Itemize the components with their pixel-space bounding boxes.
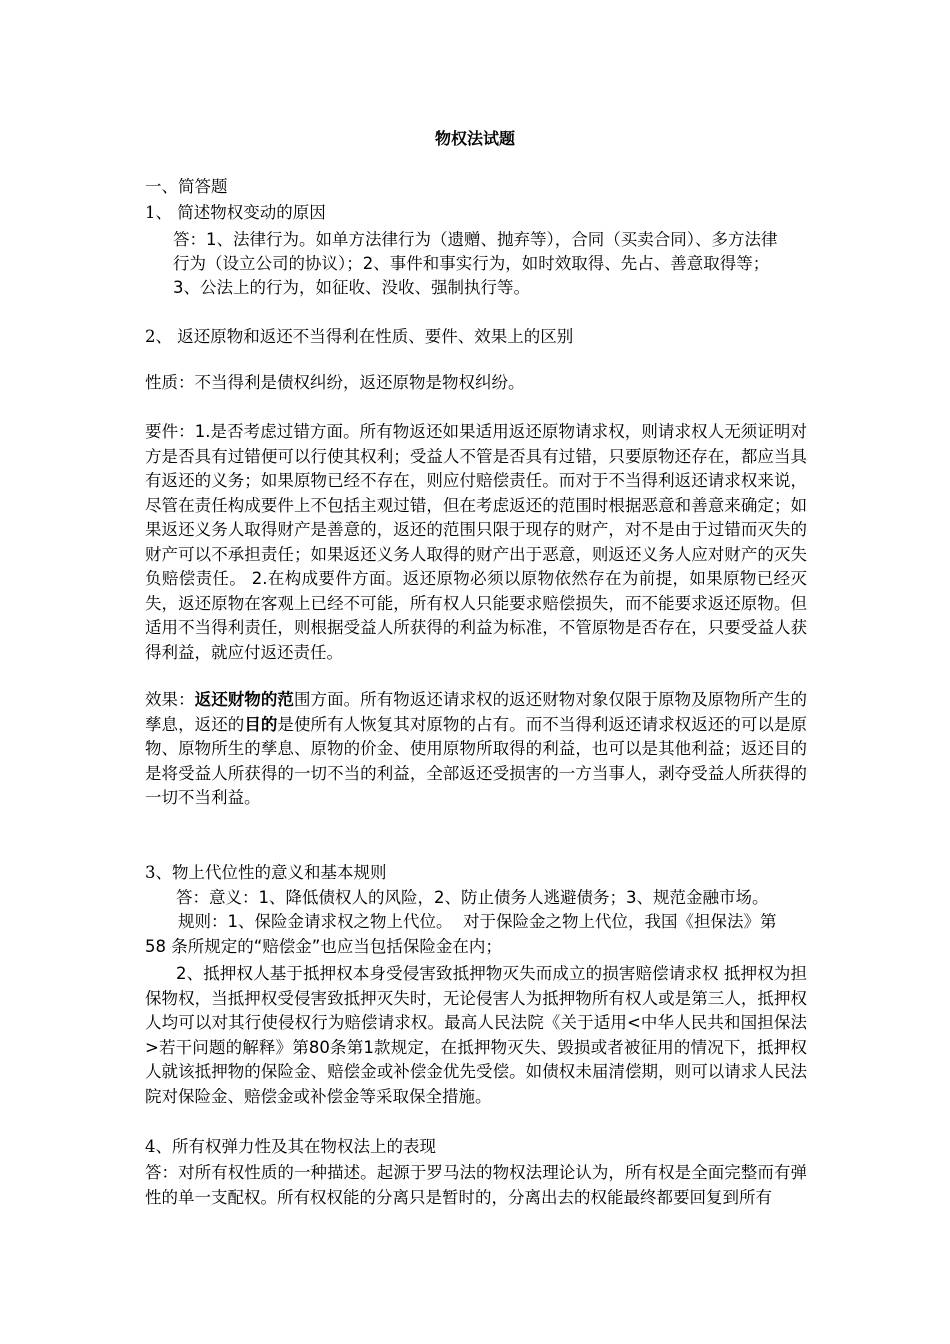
answer-3-rule-1-line-1: 规则：1、保险金请求权之物上代位。 对于保险金之物上代位，我国《担保法》第 — [178, 912, 777, 931]
answer-2-nature: 性质：不当得利是债权纠纷，返还原物是物权纠纷。 — [145, 373, 525, 392]
answer-3-rule-2: 2、抵押权人基于抵押权本身受侵害致抵押物灭失而成立的损害赔偿请求权 抵押权为担保物权，当抵押权受侵害致抵押灭失时，无论侵害人为抵押物所有权人或是第三人，抵押权人均可以对其行使侵权行为赔偿请求权。最高人民法院《关于适用<中华人民共和国担保法>若干问题的解释》第80条第1款规定，在抵押物灭失、毁损或者被征用的情况下，抵押权人就该抵押物的保险金、赔偿金或补偿金优先受偿。如债权未届清偿期，则可以请求人民法院对保险金、赔偿金或补偿金等采取保全措施。 — [145, 964, 807, 1106]
answer-2-requirements: 要件：1.是否考虑过错方面。所有物返还如果适用返还原物请求权，则请求权人无须证明对方是否具有过错便可以行使其权利；受益人不管是否具有过错，只要原物还存在，都应当具有返还的义务；如果原物已经不存在，则应付赔偿责任。而对于不当得利返还请求权来说，尽管在责任构成要件上不包括主观过错，但在考虑返还的范围时根据恶意和善意来确定；如果返还义务人取得财产是善意的，返还的范围只限于现存的财产，对不是由于过错而灭失的财产可以不承担责任；如果返还义务人取得的财产出于恶意，则返还义务人应对财产的灭失负赔偿责任。 2.在构成要件方面。返还原物必须以原物依然存在为前提，如果原物已经灭失，返还原物在客观上已经不可能，所有权人只能要求赔偿损失，而不能要求返还原物。但适用不当得利责任，则根据受益人所获得的利益为标准，不管原物是否存在，只要受益人获得利益，就应付返还责任。 — [145, 422, 807, 662]
question-1: 1、 简述物权变动的原因 — [145, 203, 326, 222]
effect-text-1: 围方面。所有物返还请求权的返还财物对象仅限于原物及原物所产生的孳息，返还的 — [145, 690, 808, 734]
answer-1-line-2: 行为（设立公司的协议）；2、事件和事实行为，如时效取得、先占、善意取得等； — [173, 254, 770, 273]
question-2: 2、 返还原物和返还不当得利在性质、要件、效果上的区别 — [145, 327, 574, 346]
question-3: 3、物上代位性的意义和基本规则 — [145, 863, 387, 882]
effect-label: 效果： — [145, 690, 195, 709]
effect-text-2: 是使所有人恢复其对原物的占有。而不当得利返还请求权返还的可以是原物、原物所生的孳息、原物的价金、使用原物所取得的利益，也可以是其他利益；返还目的是将受益人所获得的一切不当的利益，全部返还受损害的一方当事人，剥夺受益人所获得的一切不当利益。 — [145, 714, 808, 807]
answer-3-rule-1-line-2: 58 条所规定的“赔偿金”也应当包括保险金在内； — [145, 937, 502, 956]
section-heading: 一、简答题 — [145, 177, 228, 196]
answer-4: 答：对所有权性质的一种描述。起源于罗马法的物权法理论认为，所有权是全面完整而有弹性的单一支配权。所有权权能的分离只是暂时的，分离出去的权能最终都要回复到所有 — [145, 1163, 807, 1207]
answer-1-line-1: 答：1、法律行为。如单方法律行为（遗赠、抛弃等），合同（买卖合同）、多方法律 — [173, 230, 778, 249]
answer-1-line-3: 3、公法上的行为，如征收、没收、强制执行等。 — [173, 278, 530, 297]
page-title: 物权法试题 — [434, 129, 515, 148]
effect-bold-range: 返还财物的范 — [194, 690, 294, 709]
question-4: 4、所有权弹力性及其在物权法上的表现 — [145, 1137, 436, 1156]
answer-3-meaning: 答：意义：1、降低债权人的风险，2、防止债务人逃避债务；3、规范金融市场。 — [176, 888, 769, 907]
answer-2-effect — [145, 688, 807, 811]
effect-bold-purpose: 目的 — [244, 714, 278, 734]
